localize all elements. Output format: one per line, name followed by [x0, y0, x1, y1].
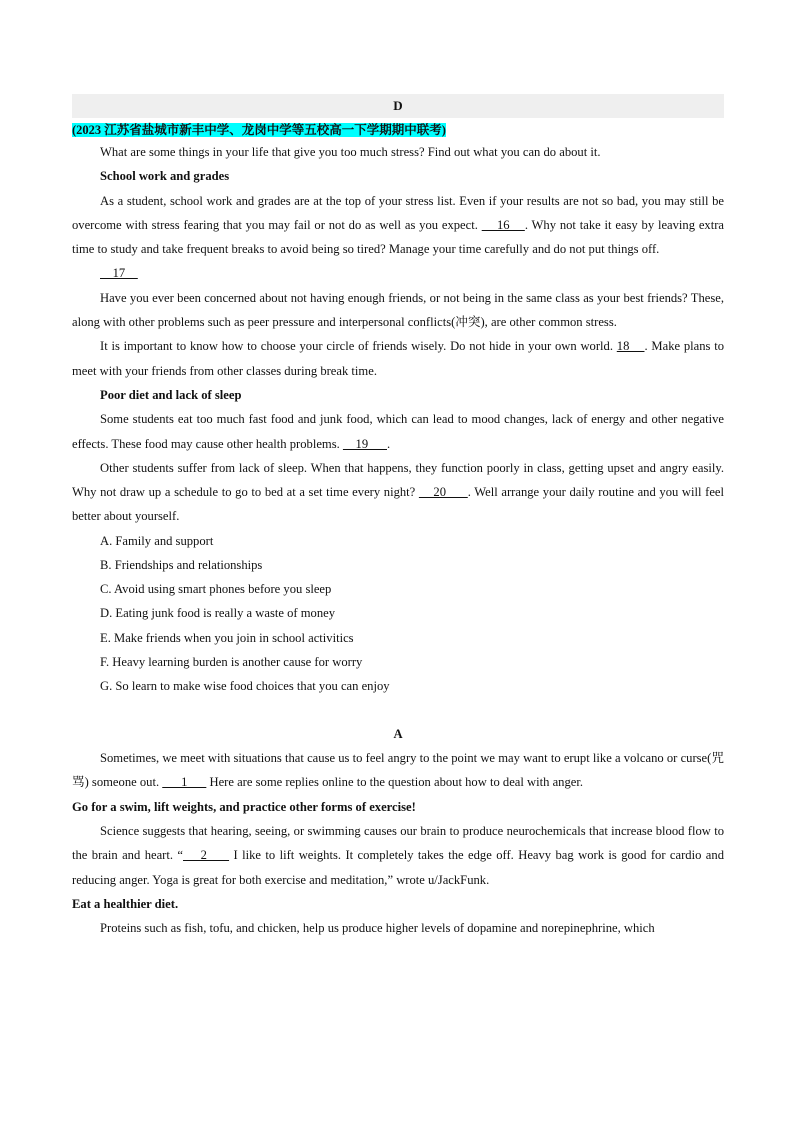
paragraph-circle-of-friends: It is important to know how to choose your circle of friends wisely. Do not hide in your own world. 18 . Make plans to meet with your friends from other classes during break time. [72, 339, 725, 378]
section-a-heading: A [393, 727, 403, 742]
option-c: C. Avoid using smart phones before you sleep [100, 582, 332, 597]
option-d: D. Eating junk food is really a waste of money [100, 606, 336, 621]
option-f: F. Heavy learning burden is another cause for worry [100, 654, 363, 669]
section-d-heading: D [72, 94, 724, 118]
heading-diet-sleep: Poor diet and lack of sleep [100, 387, 242, 402]
paragraph-proteins: Proteins such as fish, tofu, and chicken, help us produce higher levels of dopamine and norepinephrine, which [100, 921, 655, 936]
blank-1[interactable]: 1 [162, 775, 207, 790]
paragraph-lack-of-sleep: Other students suffer from lack of sleep. When that happens, they function poorly in class, getting upset and angry easily. Why not draw up a schedule to go to bed at a set time every night? 20 . Well arrange your daily routine and you will feel better about yourself. [72, 460, 725, 524]
paragraph-junk-food: Some students eat too much fast food and junk food, which can lead to mood changes, lack of energy and other negative effects. These food may cause other health problems. 19 . [72, 412, 724, 451]
blank-20[interactable]: 20 [418, 485, 468, 500]
options-list [72, 529, 724, 698]
option-b: B. Friendships and relationships [100, 557, 263, 572]
paragraph-school-work: As a student, school work and grades are at the top of your stress list. Even if your results are not so bad, you may still be overcome with stress fearing that you may fail or not do as well as you expect. 16 . Why not take it easy by leaving extra time to study and take frequent breaks to avoid being so tired? Manage your time carefully and do not put things off. [72, 193, 724, 257]
option-e: E. Make friends when you join in school activitics [100, 630, 354, 645]
blank-18[interactable]: 18 [616, 339, 645, 354]
blank-17[interactable]: 17 [100, 266, 138, 281]
paragraph-anger-intro: Sometimes, we meet with situations that cause us to feel angry to the point we may want to erupt like a volcano or curse(咒骂) someone out. 1 Here are some replies online to the question about how to deal with anger. [72, 751, 724, 790]
option-g: G. So learn to make wise food choices that you can enjoy [100, 678, 390, 693]
blank-17-line [72, 261, 724, 285]
section-d-intro: What are some things in your life that give you too much stress? Find out what you can do about it. [100, 145, 601, 159]
option-a: A. Family and support [100, 533, 214, 548]
blank-16[interactable]: 16 [481, 217, 525, 232]
heading-school-work: School work and grades [100, 169, 230, 184]
paragraph-friends-concern: Have you ever been concerned about not having enough friends, or not being in the same class as your best friends? These, along with other problems such as peer pressure and interpersonal conflicts(冲突), are other common stress. [72, 290, 724, 330]
source-highlight: (2023 江苏省盐城市新丰中学、龙岗中学等五校高一下学期期中联考) [72, 123, 446, 137]
section-d-source [72, 120, 724, 140]
paragraph-exercise: Science suggests that hearing, seeing, or swimming causes our brain to produce neurochemicals that increase blood flow to the brain and heart. “ 2 I like to lift weights. It completely takes the edge off. Heavy bag work is good for cardio and reducing anger. Yoga is great for both exercise and meditation,” wrote u/JackFunk. [72, 824, 724, 887]
blank-2[interactable]: 2 [183, 848, 230, 863]
blank-19[interactable]: 19 [342, 436, 387, 451]
heading-diet: Eat a healthier diet. [72, 896, 179, 911]
heading-exercise: Go for a swim, lift weights, and practice other forms of exercise! [72, 799, 416, 814]
document-content [72, 94, 724, 941]
